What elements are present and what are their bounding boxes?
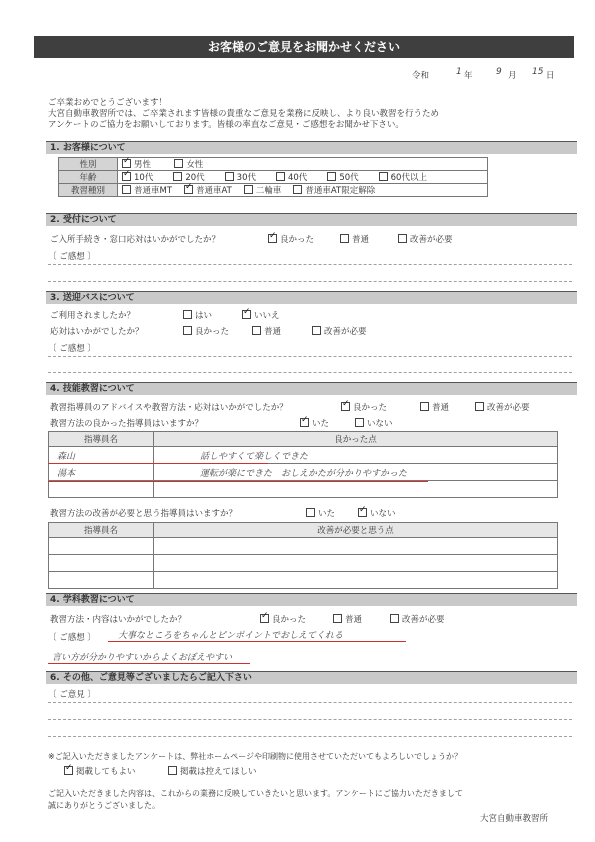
checkbox-checked-icon[interactable] (358, 508, 367, 517)
reception-comment-label: 〔 ご感想 〕 (48, 252, 96, 262)
section-shuttle-bus-header: 3. 送迎バスについて (46, 291, 577, 304)
course-label: 教習種別 (59, 184, 118, 197)
signature: 大宮自動車教習所 (480, 814, 549, 824)
age-option-30s[interactable]: 30代 (225, 173, 256, 183)
comment-line[interactable] (48, 736, 572, 737)
intro-line-2: 大宮自動車教習所では、ご卒業されます皆様の貴重なご意見を業務に反映し、より良い教習を行うため (48, 109, 440, 119)
checkbox-icon[interactable] (333, 614, 342, 623)
good-instructor-point[interactable] (154, 481, 558, 498)
course-option-motorcycle[interactable]: 二輪車 (244, 186, 282, 196)
bus-service-question: 応対はいかがでしたか？ (50, 327, 144, 337)
section-practical-lessons-header: 4. 技能教習について (46, 382, 577, 395)
classroom-option-needs-improvement[interactable]: 改善が必要 (390, 613, 445, 625)
customer-info-table (58, 157, 488, 197)
checkbox-icon[interactable] (379, 172, 388, 181)
gender-options (118, 158, 488, 171)
checkbox-icon[interactable] (293, 185, 302, 194)
comment-line[interactable] (48, 719, 572, 720)
date-era: 令和 (412, 71, 430, 81)
intro-line-1: ご卒業おめでとうございます！ (48, 98, 168, 108)
improve-instructor-name[interactable] (49, 555, 154, 572)
section-reception-header: 2. 受付について (46, 213, 577, 226)
checkbox-checked-icon[interactable] (242, 310, 251, 319)
closing-line-2: 誠にありがとうございました。 (48, 801, 160, 810)
checkbox-checked-icon[interactable] (184, 185, 193, 194)
checkbox-icon[interactable] (168, 766, 177, 775)
checkbox-checked-icon[interactable] (122, 172, 131, 181)
age-option-10s[interactable]: ✓ 10代 (122, 173, 153, 183)
date-day-unit: 日 (546, 71, 555, 81)
checkbox-icon[interactable] (174, 159, 183, 168)
red-underline (48, 663, 250, 664)
comment-line[interactable] (48, 264, 572, 265)
practical-q1-option-good[interactable]: ✓ 良かった (341, 401, 387, 413)
date-day-value[interactable]: 15 (532, 67, 544, 77)
comment-line[interactable] (48, 372, 572, 373)
practical-q2-option-yes[interactable]: ✓ いた (300, 417, 329, 429)
classroom-comment-label: 〔 ご感想 〕 (48, 633, 96, 643)
checkbox-checked-icon[interactable] (260, 614, 269, 623)
good-instructor-table (48, 431, 558, 498)
checkbox-icon[interactable] (312, 326, 321, 335)
age-option-40s[interactable]: 40代 (276, 173, 307, 183)
table-row (49, 464, 558, 481)
checkbox-icon[interactable] (355, 418, 364, 427)
practical-q1-option-needs-improvement[interactable]: 改善が必要 (475, 401, 530, 413)
improve-instructor-point[interactable] (154, 572, 558, 589)
bus-service-option-normal[interactable]: 普通 (252, 325, 281, 337)
section-other-comments-header: 6. その他、ご意見等ございましたらご記入下さい (46, 671, 577, 684)
age-option-20s[interactable]: 20代 (173, 173, 204, 183)
checkbox-checked-icon[interactable] (341, 402, 350, 411)
course-option-mt[interactable]: 普通車MT (122, 186, 172, 196)
date-month-unit: 月 (508, 71, 517, 81)
checkbox-icon[interactable] (276, 172, 285, 181)
red-underline (108, 641, 406, 642)
page-title: お客様のご意見をお聞かせください (34, 36, 574, 58)
consent-option-allow[interactable]: ✓掲載してもよい (64, 765, 136, 777)
course-option-at[interactable]: ✓ 普通車AT (184, 186, 232, 196)
reception-option-needs-improvement[interactable]: 改善が必要 (398, 233, 453, 245)
classroom-question: 教習方法・内容はいかがでしたか？ (50, 615, 187, 625)
bus-usage-question: ご利用されましたか？ (50, 311, 136, 321)
comment-line[interactable] (48, 356, 572, 357)
improve-table-header-name: 指導員名 (49, 523, 154, 538)
checkbox-icon[interactable] (475, 402, 484, 411)
improve-instructor-point[interactable] (154, 538, 558, 555)
good-instructor-name[interactable] (49, 481, 154, 498)
good-instructor-point[interactable]: 運転が楽にできた おしえかたが分かりやすかった (154, 464, 558, 481)
reception-question: ご入所手続き・窓口応対はいかがでしたか？ (50, 235, 221, 245)
comment-line[interactable] (48, 281, 572, 282)
section-customer-header: 1. お客様について (46, 141, 577, 154)
table-row (49, 555, 558, 572)
age-options (118, 171, 488, 184)
checkbox-icon[interactable] (183, 326, 192, 335)
practical-q2: 教習方法の良かった指導員はいますか？ (50, 419, 204, 429)
checkbox-icon[interactable] (252, 326, 261, 335)
age-label: 年齢 (59, 171, 118, 184)
closing-line-1: ご記入いただきました内容は、これからの業務に反映していきたいと思います。アンケートにご協力いただきまして (48, 789, 463, 798)
checkbox-icon[interactable] (327, 172, 336, 181)
improve-table-header-point: 改善が必要と思う点 (154, 523, 558, 538)
reception-option-good[interactable]: ✓ 良かった (268, 233, 314, 245)
checkbox-icon[interactable] (225, 172, 234, 181)
good-table-header-name: 指導員名 (49, 432, 154, 447)
checkbox-icon[interactable] (398, 234, 407, 243)
consent-option-decline[interactable]: 掲載は控えてほしい (168, 765, 257, 777)
checkbox-icon[interactable] (306, 508, 315, 517)
bus-service-option-good[interactable]: 良かった (183, 325, 229, 337)
bus-comment-label: 〔 ご感想 〕 (48, 344, 96, 354)
checkbox-icon[interactable] (340, 234, 349, 243)
bus-usage-option-yes[interactable]: はい (183, 309, 212, 321)
classroom-comment-line-1[interactable]: 大事なところをちゃんとピンポイントでおしえてくれる (118, 631, 344, 641)
reception-option-normal[interactable]: 普通 (340, 233, 369, 245)
table-row (49, 481, 558, 498)
practical-q1: 教習指導員のアドバイスや教習方法・応対はいかがでしたか？ (50, 403, 288, 413)
bus-usage-option-no[interactable]: ✓ いいえ (242, 309, 280, 321)
consent-question: ※ご記入いただきましたアンケートは、弊社ホームページや印刷物に使用させていただいてもよろしいでしょうか？ (48, 752, 463, 761)
improve-instructor-name[interactable] (49, 572, 154, 589)
table-row (49, 447, 558, 464)
practical-q3: 教習方法の改善が必要と思う指導員はいますか？ (50, 509, 238, 519)
course-options (118, 184, 488, 197)
date-year-unit: 年 (464, 71, 473, 81)
checkbox-icon[interactable] (420, 402, 429, 411)
checkbox-checked-icon[interactable] (268, 234, 277, 243)
checkbox-icon[interactable] (122, 185, 131, 194)
comment-line[interactable] (48, 702, 572, 703)
improvement-instructor-table (48, 522, 558, 589)
checkbox-icon[interactable] (183, 310, 192, 319)
date-month-value[interactable]: 9 (496, 67, 502, 77)
course-option-at-limit-release[interactable]: 普通車AT限定解除 (293, 186, 375, 196)
practical-q3-option-no[interactable]: ✓ いない (358, 507, 396, 519)
practical-q2-option-no[interactable]: いない (355, 417, 393, 429)
table-row (49, 572, 558, 589)
red-underline (48, 481, 428, 482)
red-underline (48, 463, 268, 464)
checkbox-checked-icon[interactable] (300, 418, 309, 427)
good-instructor-point[interactable]: 話しやすくて楽しくできた (154, 447, 558, 464)
good-instructor-name[interactable]: 湯本 (49, 464, 154, 481)
date-year-value[interactable]: 1 (456, 67, 462, 77)
checkbox-checked-icon[interactable] (64, 766, 73, 775)
good-instructor-name[interactable]: 森山 (49, 447, 154, 464)
gender-option-male[interactable]: ✓ 男性 (122, 160, 151, 170)
practical-q1-option-normal[interactable]: 普通 (420, 401, 449, 413)
bus-service-option-needs-improvement[interactable]: 改善が必要 (312, 325, 367, 337)
checkbox-icon[interactable] (244, 185, 253, 194)
other-comment-label: 〔 ご意見 〕 (48, 690, 96, 700)
improve-instructor-name[interactable] (49, 538, 154, 555)
checkbox-checked-icon[interactable] (122, 159, 131, 168)
classroom-option-normal[interactable]: 普通 (333, 613, 362, 625)
classroom-option-good[interactable]: ✓ 良かった (260, 613, 306, 625)
section-classroom-lessons-header: 4. 学科教習について (46, 593, 577, 606)
table-row (49, 538, 558, 555)
practical-q3-option-yes[interactable]: いた (306, 507, 335, 519)
checkbox-icon[interactable] (390, 614, 399, 623)
intro-line-3: アンケートのご協力をお願いしております。皆様の率直なご意見・ご感想をお聞かせ下さい。 (48, 120, 404, 130)
age-option-60s-plus[interactable]: 60代以上 (379, 173, 427, 183)
good-table-header-point: 良かった点 (154, 432, 558, 447)
classroom-comment-line-2[interactable]: 言い方が分かりやすいからよくおぼえやすい (52, 653, 233, 663)
gender-option-female[interactable]: 女性 (174, 160, 203, 170)
gender-label: 性別 (59, 158, 118, 171)
age-option-50s[interactable]: 50代 (327, 173, 358, 183)
improve-instructor-point[interactable] (154, 555, 558, 572)
checkbox-icon[interactable] (173, 172, 182, 181)
